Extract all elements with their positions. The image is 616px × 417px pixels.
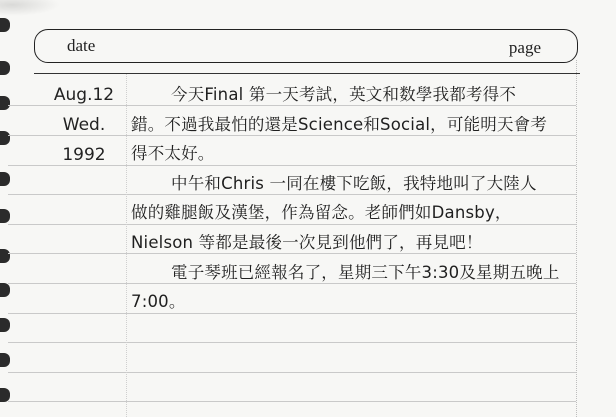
binder-ring-icon xyxy=(0,209,10,223)
entry-weekday: Wed. xyxy=(62,115,106,135)
diary-entry xyxy=(131,80,571,317)
ruled-line xyxy=(8,342,576,343)
binder-ring-icon xyxy=(0,318,10,332)
diary-line: Nielson 等都是最後一次見到他們了，再見吧！ xyxy=(131,232,483,252)
binder-ring-icon xyxy=(0,18,10,32)
binder-ring-icon xyxy=(0,96,10,110)
header-page-label: page xyxy=(508,38,541,57)
header-divider xyxy=(34,73,580,74)
binder-ring-icon xyxy=(0,353,10,367)
binder-ring-icon xyxy=(0,172,10,186)
page-header xyxy=(34,29,578,63)
binder-ring-icon xyxy=(0,283,10,297)
entry-date xyxy=(46,80,122,170)
date-column-divider xyxy=(126,74,127,417)
diary-line: 7:00。 xyxy=(131,292,186,312)
diary-line: 電子琴班已經報名了，星期三下午3:30及星期五晚上 xyxy=(171,262,560,282)
paper-smudge xyxy=(0,0,60,16)
diary-line: 得不太好。 xyxy=(131,144,215,164)
binder-ring-icon xyxy=(0,131,10,145)
binder-ring-icon xyxy=(0,388,10,402)
entry-year: 1992 xyxy=(62,145,106,165)
ruled-line xyxy=(8,372,576,373)
diary-line: 做的雞腿飯及漢堡，作為留念。老師們如Dansby， xyxy=(131,203,512,223)
binder-ring-icon xyxy=(0,249,10,263)
entry-month-day: Aug.12 xyxy=(53,85,115,105)
diary-line: 中午和Chris 一同在樓下吃飯，我特地叫了大陸人 xyxy=(171,173,537,193)
diary-line: 錯。不過我最怕的還是Science和Social，可能明天會考 xyxy=(131,114,548,134)
ruled-line xyxy=(8,401,576,402)
binder-ring-icon xyxy=(0,61,10,75)
right-margin-line xyxy=(576,60,577,417)
diary-line: 今天Final 第一天考試，英文和数學我都考得不 xyxy=(171,85,517,104)
header-date-label: date xyxy=(67,36,96,55)
